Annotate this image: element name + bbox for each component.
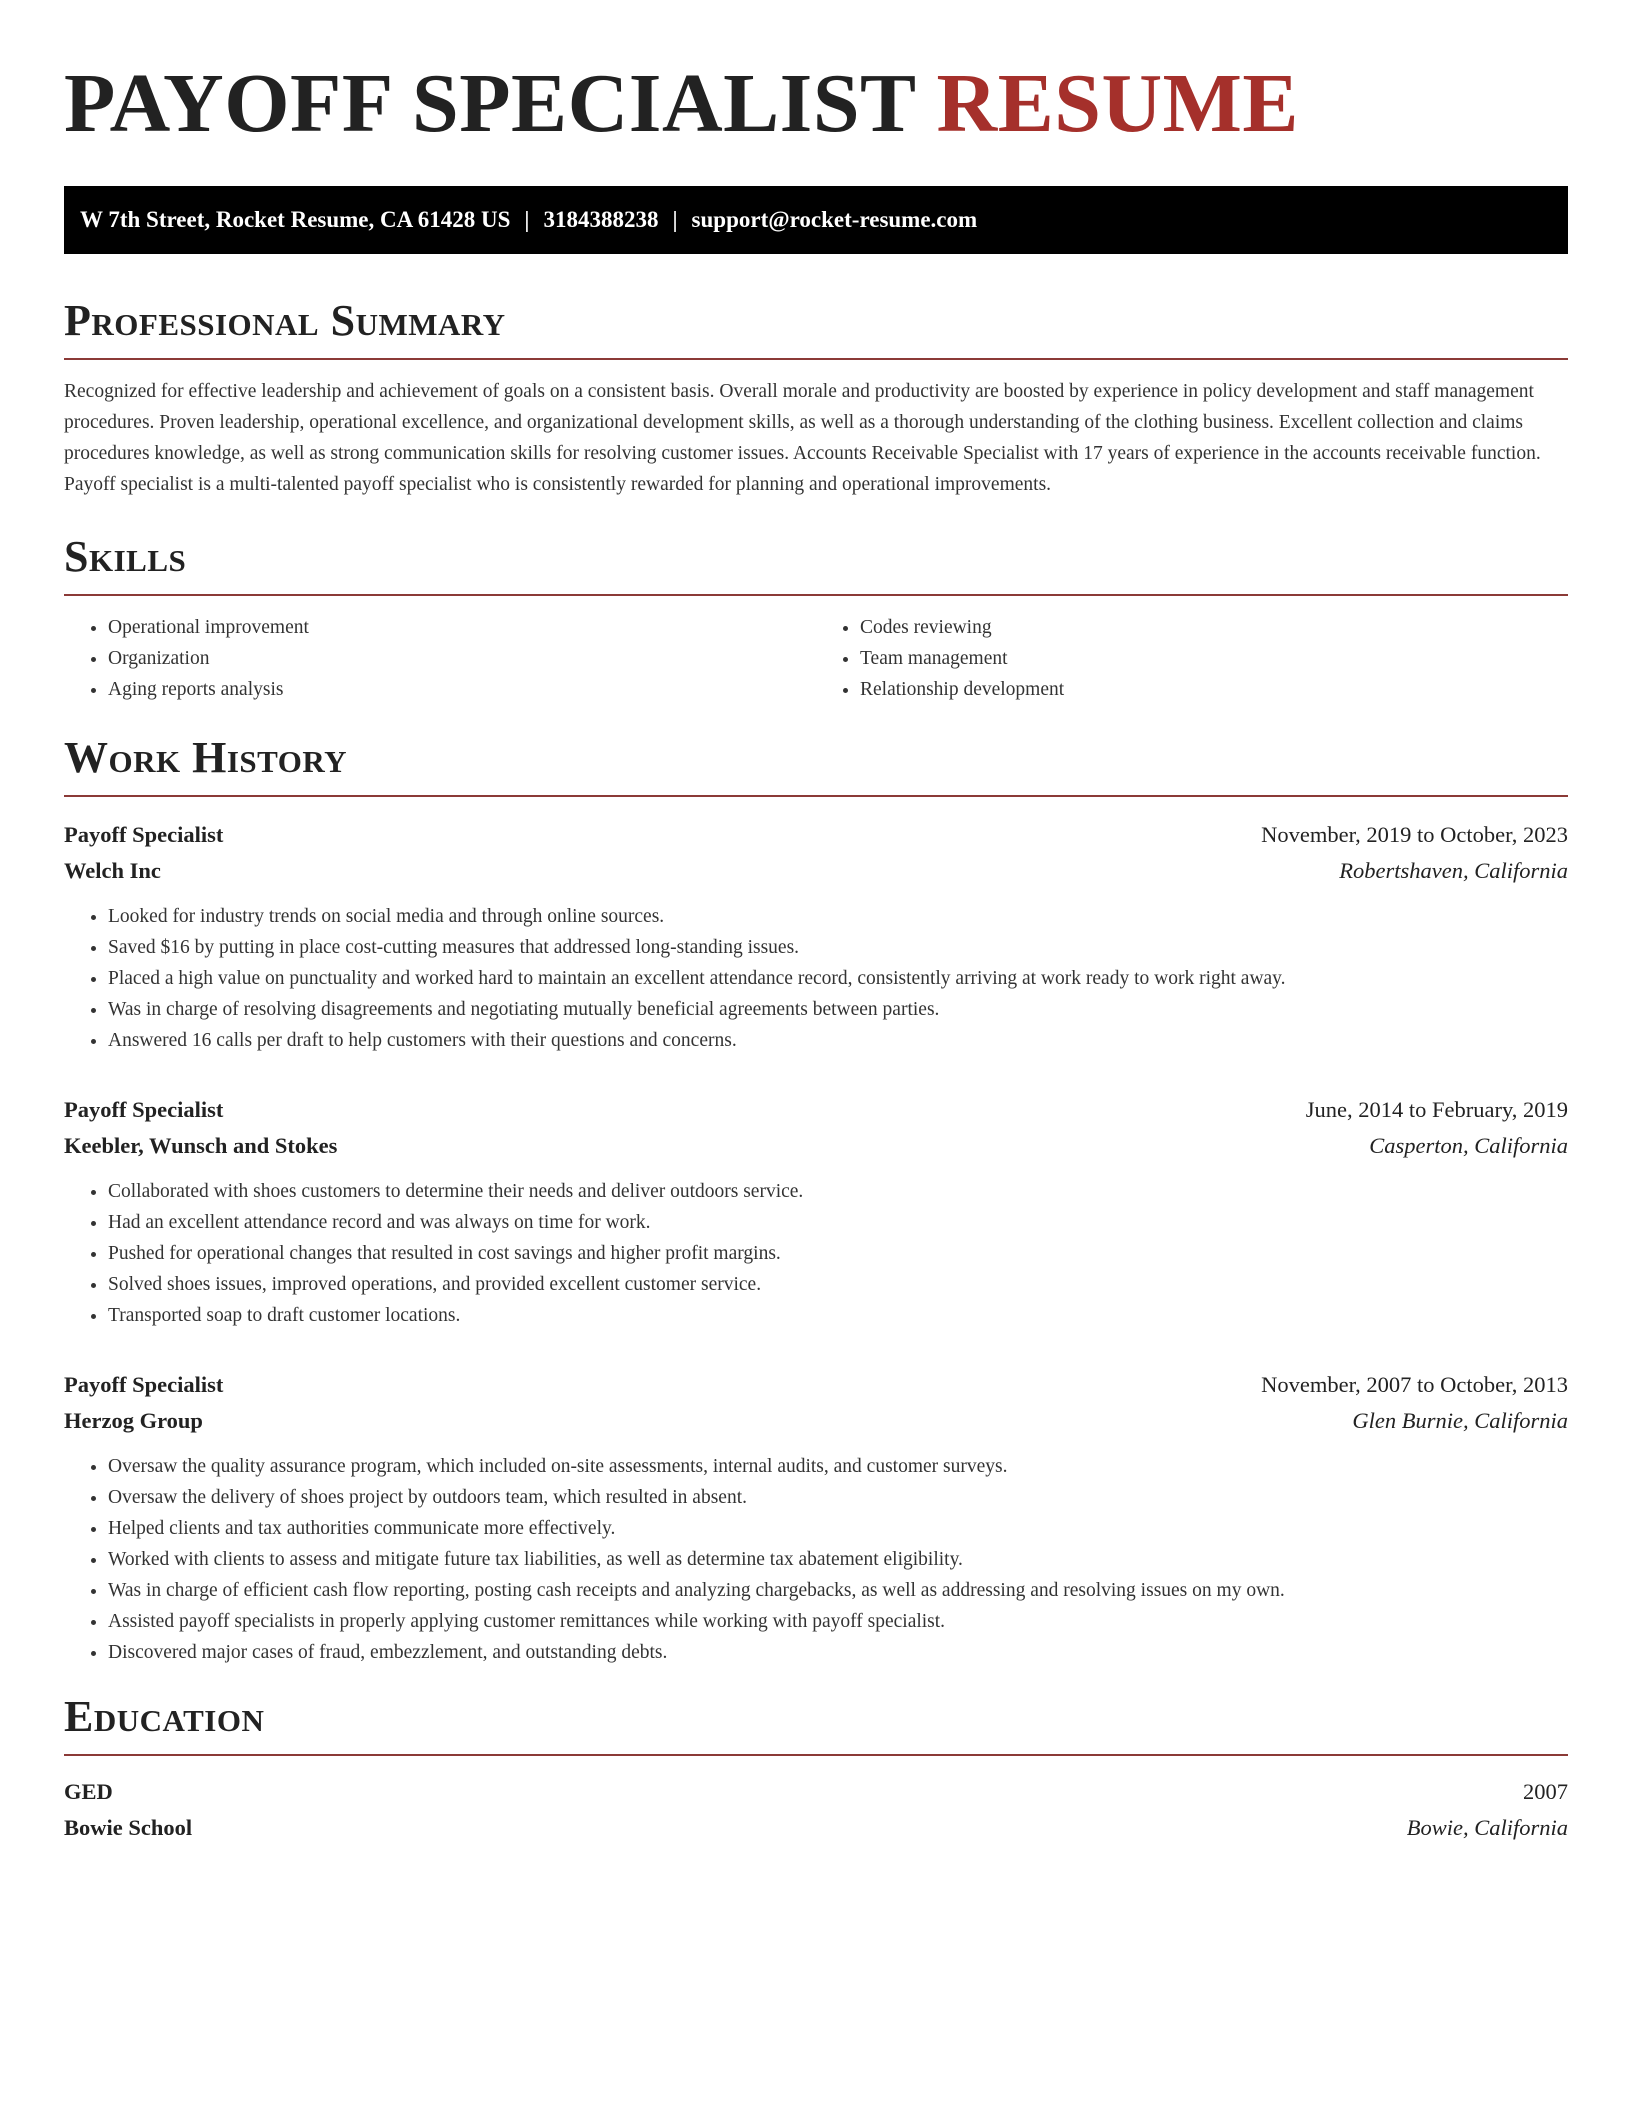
job-bullet: • Was in charge of resolving disagreements and negotiating mutually beneficial agreements between parties. (108, 994, 1568, 1025)
summary-heading: Professional Summary (64, 294, 1568, 360)
job-company: Keebler, Wunsch and Stokes (64, 1133, 338, 1158)
job-bullet: • Oversaw the delivery of shoes project by outdoors team, which resulted in absent. (108, 1482, 1568, 1513)
summary-text: Recognized for effective leadership and achievement of goals on a consistent basis. Overall morale and productivity are boosted by experience in policy development and staff management procedures. Proven leadership, operational excellence, and organizational development skills, as well as a thorough understanding of the clothing business. Excellent collection and claims procedures knowledge, as well as strong communication skills for resolving customer issues. Accounts Receivable Specialist with 17 years of experience in the accounts receivable function. Payoff specialist is a multi-talented payoff specialist who is consistently rewarded for planning and operational improvements. (64, 381, 1541, 495)
job-title-row (64, 1367, 1568, 1403)
work-history-heading: Work History (64, 731, 1568, 797)
skills-column-right (816, 612, 1568, 705)
job-bullet: • Collaborated with shoes customers to determine their needs and deliver outdoors service. (108, 1176, 1568, 1207)
skill-item: • Codes reviewing (860, 612, 1568, 643)
title-main: PAYOFF SPECIALIST (64, 57, 916, 150)
job-entry (64, 817, 1568, 1056)
job-company: Welch Inc (64, 858, 161, 883)
education-degree: GED (64, 1779, 113, 1804)
job-bullets (64, 1176, 1568, 1331)
skill-item: • Relationship development (860, 674, 1568, 705)
job-bullet: • Pushed for operational changes that resulted in cost savings and higher profit margins. (108, 1238, 1568, 1269)
contact-address: W 7th Street, Rocket Resume, CA 61428 US (80, 207, 511, 232)
skill-item: • Aging reports analysis (108, 674, 816, 705)
job-bullet: • Was in charge of efficient cash flow reporting, posting cash receipts and analyzing chargebacks, as well as addressing and resolving issues on my own. (108, 1575, 1568, 1606)
job-company-row (64, 853, 1568, 889)
resume-title (64, 56, 1568, 152)
skills-column-left (64, 612, 816, 705)
education-section (64, 1690, 1568, 1846)
skill-item: • Team management (860, 643, 1568, 674)
job-location: Robertshaven, California (1339, 858, 1568, 883)
job-bullet: • Assisted payoff specialists in properly applying customer remittances while working with payoff specialist. (108, 1606, 1568, 1637)
job-bullet: • Oversaw the quality assurance program, which included on-site assessments, internal audits, and customer surveys. (108, 1451, 1568, 1482)
skills-section (64, 530, 1568, 705)
job-entry (64, 1092, 1568, 1331)
job-bullet: • Looked for industry trends on social media and through online sources. (108, 901, 1568, 932)
contact-email: support@rocket-resume.com (691, 207, 978, 232)
job-title: Payoff Specialist (64, 1097, 224, 1122)
job-title-row (64, 1092, 1568, 1128)
job-bullet: • Helped clients and tax authorities communicate more effectively. (108, 1513, 1568, 1544)
job-bullet: • Placed a high value on punctuality and worked hard to maintain an excellent attendance record, consistently arriving at work ready to work right away. (108, 963, 1568, 994)
contact-bar (64, 186, 1568, 254)
education-heading: Education (64, 1690, 1568, 1756)
job-title-row (64, 817, 1568, 853)
job-company-row (64, 1403, 1568, 1439)
job-bullet: • Transported soap to draft customer locations. (108, 1300, 1568, 1331)
job-company-row (64, 1128, 1568, 1164)
job-bullet: • Saved $16 by putting in place cost-cutting measures that addressed long-standing issues. (108, 932, 1568, 963)
contact-phone: 3184388238 (543, 207, 659, 232)
job-bullet: • Discovered major cases of fraud, embezzlement, and outstanding debts. (108, 1637, 1568, 1668)
summary-section (64, 294, 1568, 500)
job-dates: November, 2007 to October, 2013 (1261, 1372, 1568, 1397)
education-entry (64, 1774, 1568, 1846)
skill-item: • Organization (108, 643, 816, 674)
job-bullet: • Had an excellent attendance record and was always on time for work. (108, 1207, 1568, 1238)
skill-item: • Operational improvement (108, 612, 816, 643)
title-accent: RESUME (936, 57, 1299, 150)
education-location: Bowie, California (1406, 1815, 1568, 1840)
job-dates: November, 2019 to October, 2023 (1261, 822, 1568, 847)
contact-separator: | (672, 207, 678, 232)
job-location: Casperton, California (1369, 1133, 1568, 1158)
contact-separator: | (524, 207, 530, 232)
job-location: Glen Burnie, California (1352, 1408, 1568, 1433)
skills-heading: Skills (64, 530, 1568, 596)
job-bullets (64, 901, 1568, 1056)
job-dates: June, 2014 to February, 2019 (1305, 1097, 1568, 1122)
job-entry (64, 1367, 1568, 1668)
job-bullet: • Solved shoes issues, improved operations, and provided excellent customer service. (108, 1269, 1568, 1300)
job-bullet: • Worked with clients to assess and mitigate future tax liabilities, as well as determine tax abatement eligibility. (108, 1544, 1568, 1575)
job-company: Herzog Group (64, 1408, 203, 1433)
job-title: Payoff Specialist (64, 822, 224, 847)
education-school: Bowie School (64, 1815, 193, 1840)
skills-grid (64, 612, 1568, 705)
work-history-section (64, 731, 1568, 1668)
job-bullet: • Answered 16 calls per draft to help customers with their questions and concerns. (108, 1025, 1568, 1056)
education-degree-row (64, 1774, 1568, 1810)
job-bullets (64, 1451, 1568, 1668)
education-year: 2007 (1523, 1779, 1568, 1804)
education-school-row (64, 1810, 1568, 1846)
job-title: Payoff Specialist (64, 1372, 224, 1397)
